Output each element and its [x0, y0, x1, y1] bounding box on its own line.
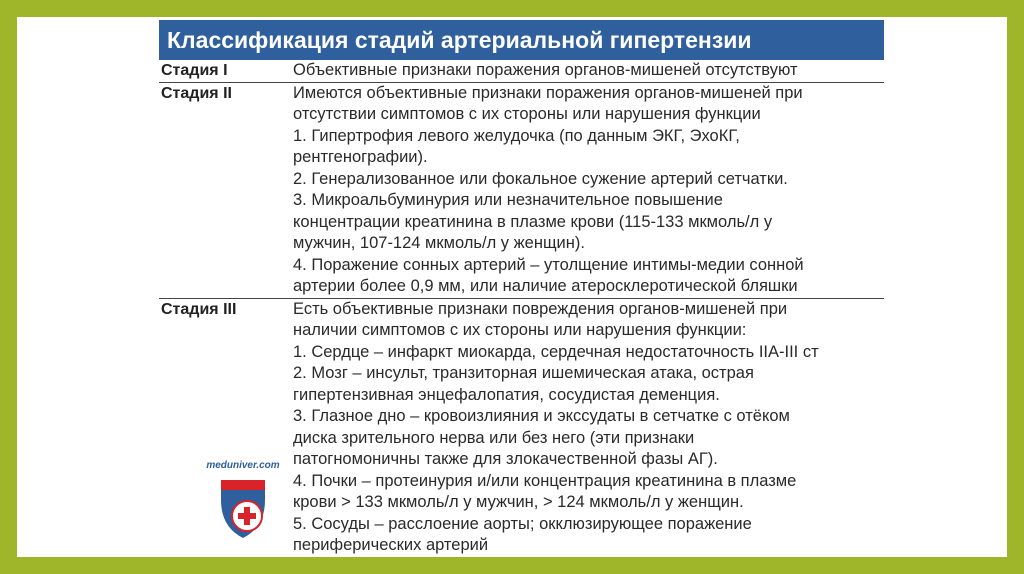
description-line: отсутствии симптомов с их стороны или нарушения функции	[293, 105, 761, 123]
description-line: наличии симптомов с их стороны или нарушения функции:	[293, 321, 747, 339]
description-line: Имеются объективные признаки поражения органов-мишеней при	[293, 83, 803, 102]
description-line: гипертензивная энцефалопатия, сосудистая деменция.	[293, 385, 720, 404]
stage-label: Стадия III	[161, 300, 237, 318]
description-line: концентрации креатинина в плазме крови (115-133 мкмоль/л у	[293, 212, 773, 231]
stage-description	[293, 299, 884, 557]
description-line: артерии более 0,9 мм, или наличие атеросклеротической бляшки	[293, 277, 798, 295]
description-line: 3. Глазное дно – кровоизлияния и экссудаты в сетчатке с отёком	[293, 407, 790, 425]
stage-description	[293, 83, 884, 298]
description-line: 4. Почки – протеинурия и/или концентрация креатинина в плазме	[293, 471, 797, 490]
description-line: 2. Мозг – инсульт, транзиторная ишемическая атака, острая	[293, 364, 754, 382]
description-line: мужчин, 107-124 мкмоль/л у женщин).	[293, 234, 585, 252]
description-line: 5. Сосуды – расслоение аорты; окклюзирующее поражение	[293, 514, 752, 533]
slide-title: Классификация стадий артериальной гипертензии	[159, 20, 884, 60]
description-line: крови > 133 мкмоль/л у мужчин, > 124 мкмоль/л у женщин.	[293, 493, 744, 511]
description-line: Есть объективные признаки повреждения органов-мишеней при	[293, 299, 788, 318]
stage-description	[293, 60, 884, 82]
description-line: периферических артерий	[293, 536, 489, 554]
description-line: 3. Микроальбуминурия или незначительное повышение	[293, 191, 723, 209]
description-line: 4. Поражение сонных артерий – утолщение интимы-медии сонной	[293, 255, 804, 274]
logo-text: meduniver.com	[206, 460, 280, 471]
slide	[17, 17, 1007, 557]
description-line: 1. Гипертрофия левого желудочка (по данным ЭКГ, ЭхоКГ,	[293, 126, 740, 145]
description-line: рентгенографии).	[293, 148, 428, 166]
table-row	[159, 83, 884, 299]
description-line: 2. Генерализованное или фокальное сужение артерий сетчатки.	[293, 169, 788, 188]
description-line: патогномоничны также для злокачественной фазы АГ).	[293, 450, 718, 468]
description-line: Объективные признаки поражения органов-мишеней отсутствуют	[293, 61, 798, 79]
stage-label: Стадия II	[161, 84, 232, 102]
meduniver-logo	[203, 460, 283, 538]
stage-label: Стадия I	[161, 62, 228, 79]
medical-cross-shield-icon	[203, 472, 283, 542]
description-line: 1. Сердце – инфаркт миокарда, сердечная недостаточность IIA-III ст	[293, 342, 819, 361]
table-row	[159, 60, 884, 83]
description-line: диска зрительного нерва или без него (эти признаки	[293, 428, 695, 447]
